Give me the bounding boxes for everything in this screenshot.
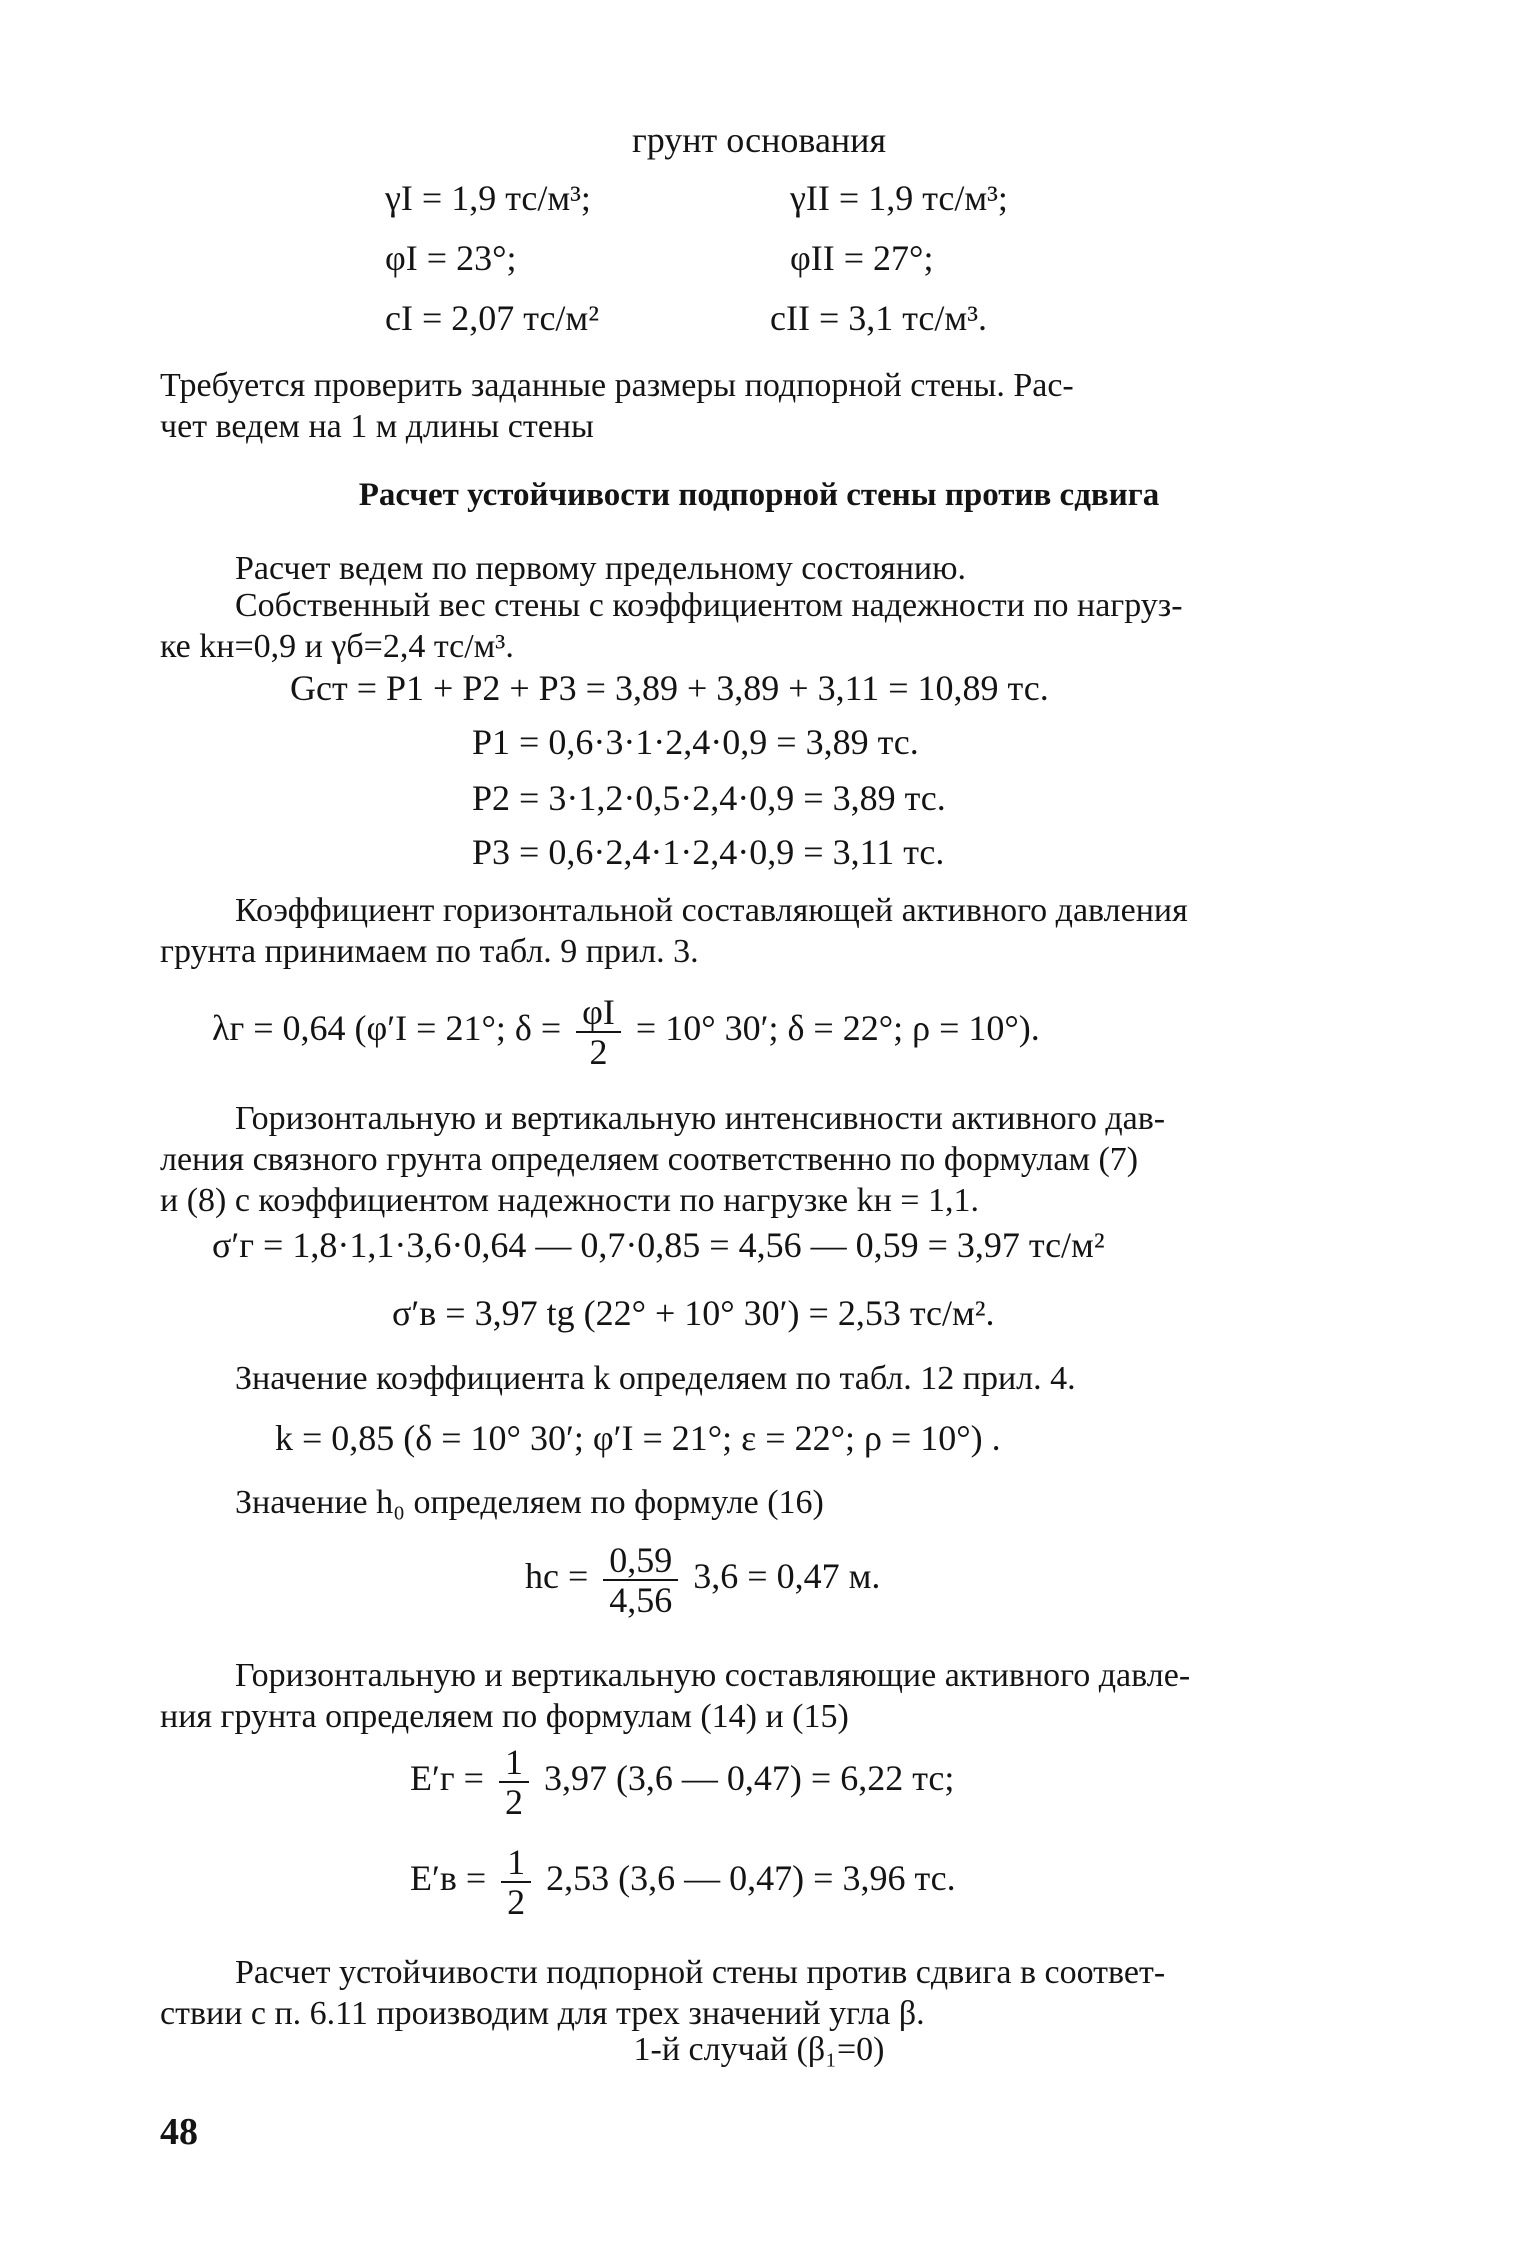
paragraph-line: Значение h₀ определяем по формуле (16) xyxy=(235,1484,824,1521)
equation-part: 3,6 = 0,47 м. xyxy=(693,1556,881,1596)
soil-heading: грунт основания xyxy=(631,120,887,160)
paragraph-line: Коэффициент горизонтальной составляющей активного давления xyxy=(235,892,1188,929)
paragraph-line: ке kн=0,9 и γб=2,4 тс/м³. xyxy=(160,628,514,665)
equation-k: k = 0,85 (δ = 10° 30′; φ′I = 21°; ε = 22°; ρ = 10°) . xyxy=(275,1418,1001,1458)
equation-part: E′г = xyxy=(410,1758,484,1798)
paragraph-line: Требуется проверить заданные размеры подпорной стены. Рас- xyxy=(160,367,1074,404)
paragraph-k-value xyxy=(235,1358,1340,1399)
soil-param-gamma-I: γI = 1,9 тс/м³; xyxy=(385,178,591,218)
equation-p2: P2 = 3·1,2·0,5·2,4·0,9 = 3,89 тс. xyxy=(472,778,946,818)
paragraph-line: и (8) с коэффициентом надежности по нагрузке kн = 1,1. xyxy=(160,1182,979,1219)
paragraph-shear xyxy=(160,1952,1340,2034)
soil-param-phi-II: φII = 27°; xyxy=(790,238,934,278)
fraction-denominator: 2 xyxy=(507,1881,526,1922)
fraction-denominator: 4,56 xyxy=(609,1579,673,1620)
fraction xyxy=(603,1541,678,1619)
paragraph-line: Собственный вес стены с коэффициентом надежности по нагруз- xyxy=(235,587,1183,624)
paragraph-components xyxy=(160,1655,1340,1737)
fraction-numerator: 1 xyxy=(499,1743,529,1783)
soil-param-c-II: cII = 3,1 тс/м³. xyxy=(770,298,987,338)
paragraph-requirement xyxy=(160,365,1340,447)
fraction-denominator: 2 xyxy=(589,1031,608,1072)
section-title: Расчет устойчивости подпорной стены против сдвига xyxy=(358,477,1160,513)
soil-param-phi-I: φI = 23°; xyxy=(385,238,517,278)
equation-e-horizontal xyxy=(410,1740,954,1821)
equation-total-weight: Gст = P1 + P2 + P3 = 3,89 + 3,89 + 3,11 = 10,89 тс. xyxy=(290,668,1049,708)
fraction xyxy=(576,993,621,1071)
equation-part: λг = 0,64 (φ′I = 21°; δ = xyxy=(212,1008,562,1048)
equation-part: E′в = xyxy=(410,1858,487,1898)
paragraph-line: Горизонтальную и вертикальную составляющие активного давле- xyxy=(235,1657,1191,1694)
page-number: 48 xyxy=(160,2111,198,2153)
paragraph-line: Расчет ведем по первому предельному состоянию. xyxy=(235,550,967,587)
equation-hc xyxy=(525,1538,880,1619)
paragraph-line: Горизонтальную и вертикальную интенсивности активного дав- xyxy=(235,1100,1166,1137)
paragraph-coef-table9 xyxy=(160,890,1340,972)
paragraph-line: чет ведем на 1 м длины стены xyxy=(160,408,594,445)
equation-p3: P3 = 0,6·2,4·1·2,4·0,9 = 3,11 тс. xyxy=(472,832,945,872)
fraction-numerator: 0,59 xyxy=(603,1541,678,1581)
equation-part: = 10° 30′; δ = 22°; ρ = 10°). xyxy=(635,1008,1040,1048)
fraction xyxy=(501,1843,531,1921)
soil-param-c-I: cI = 2,07 тс/м² xyxy=(385,298,599,338)
equation-sigma-g: σ′г = 1,8·1,1·3,6·0,64 — 0,7·0,85 = 4,56 — 0,59 = 3,97 тс/м² xyxy=(212,1225,1105,1265)
soil-param-gamma-II: γII = 1,9 тс/м³; xyxy=(790,178,1008,218)
equation-sigma-v: σ′в = 3,97 tg (22° + 10° 30′) = 2,53 тс/м². xyxy=(392,1293,995,1333)
paragraph-line: ления связного грунта определяем соответственно по формулам (7) xyxy=(160,1141,1139,1178)
equation-part: 3,97 (3,6 — 0,47) = 6,22 тс; xyxy=(543,1758,955,1798)
case-1-heading: 1-й случай (β₁=0) xyxy=(633,2031,885,2068)
equation-part: hc = xyxy=(525,1556,589,1596)
paragraph-h0 xyxy=(235,1482,1340,1523)
paragraph-limit-state xyxy=(235,548,1340,589)
paragraph-intensity xyxy=(160,1098,1340,1221)
fraction xyxy=(499,1743,529,1821)
paragraph-line: Значение коэффициента k определяем по табл. 12 прил. 4. xyxy=(235,1360,1076,1397)
equation-p1: P1 = 0,6·3·1·2,4·0,9 = 3,89 тс. xyxy=(472,722,919,762)
paragraph-line: ствии с п. 6.11 производим для трех значений угла β. xyxy=(160,1995,925,2032)
equation-e-vertical xyxy=(410,1840,956,1921)
equation-part: 2,53 (3,6 — 0,47) = 3,96 тс. xyxy=(546,1858,956,1898)
paragraph-line: Расчет устойчивости подпорной стены против сдвига в соответ- xyxy=(235,1954,1166,1991)
paragraph-own-weight xyxy=(160,585,1340,667)
fraction-numerator: 1 xyxy=(501,1843,531,1883)
paragraph-line: ния грунта определяем по формулам (14) и (15) xyxy=(160,1698,849,1735)
fraction-denominator: 2 xyxy=(504,1781,523,1822)
fraction-numerator: φI xyxy=(576,993,621,1033)
equation-lambda xyxy=(212,990,1040,1071)
paragraph-line: грунта принимаем по табл. 9 прил. 3. xyxy=(160,933,699,970)
